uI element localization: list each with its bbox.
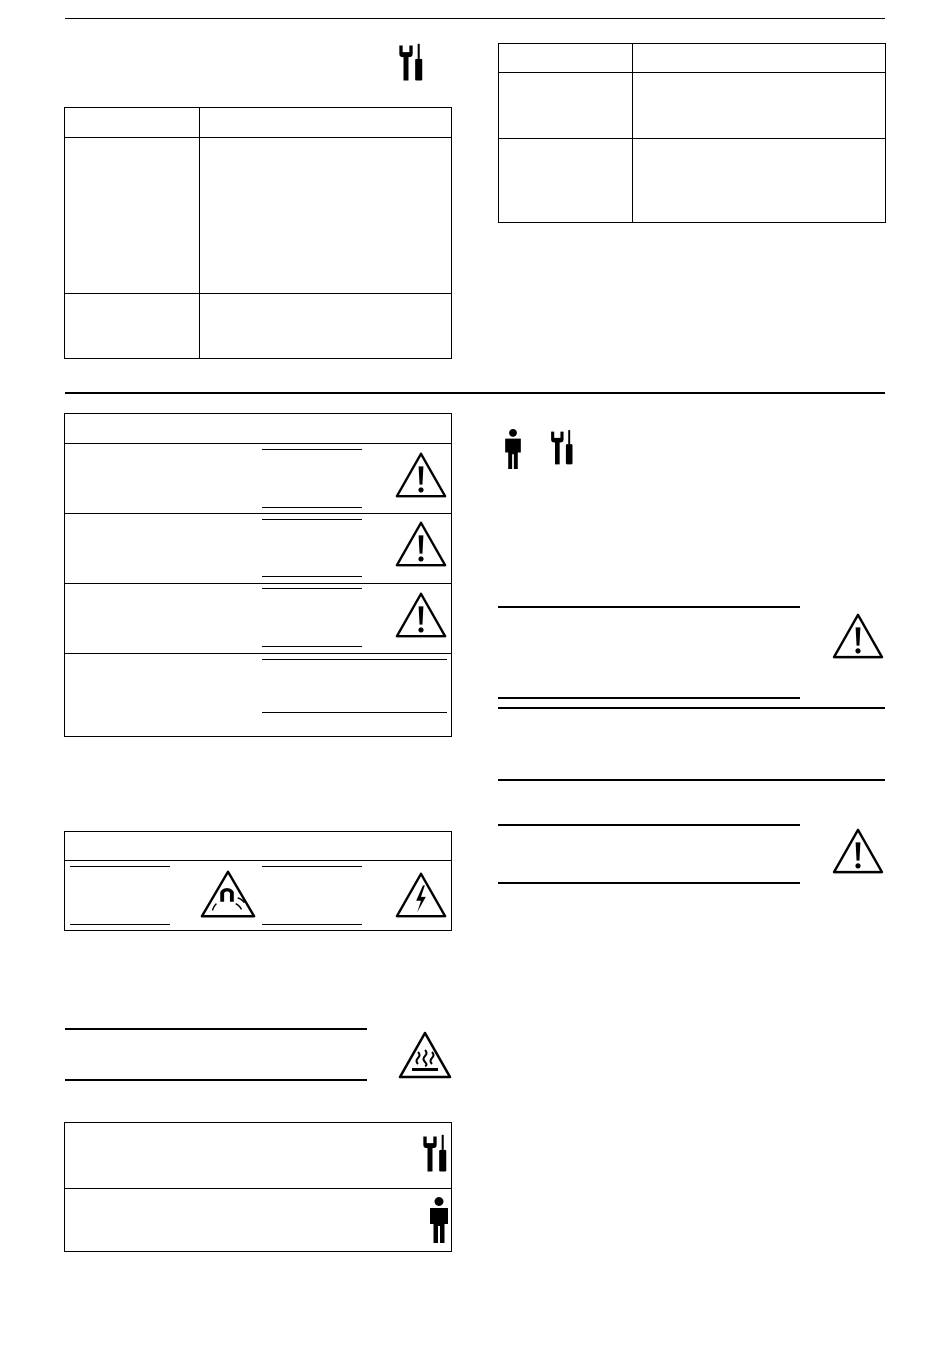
electric-shock-warning-icon [394,870,448,920]
note-rule [498,779,885,781]
warning-triangle-icon [394,519,448,569]
note-rule [498,824,800,826]
magnetic-field-warning-icon [199,868,257,920]
note-rule [498,707,885,709]
warning-triangle-icon [394,590,448,640]
wrench-screwdriver-icon [396,40,426,86]
hazard-table [64,831,452,931]
section-divider [65,392,885,394]
note-rule [498,882,800,884]
person-icon [429,1197,449,1243]
warning-triangle-icon [830,827,886,875]
maintenance-table [64,107,452,359]
warning-triangle-icon [394,450,448,500]
warning-triangle-icon [830,612,886,660]
hot-note-rule-bottom [65,1079,367,1081]
note-rule [498,606,800,608]
wrench-screwdriver-icon [548,428,576,468]
note-rule [498,697,800,699]
hot-note-rule-top [65,1028,367,1030]
header-rule [65,18,885,19]
right-table [498,43,886,223]
personnel-table [64,1122,452,1252]
person-icon [504,429,522,469]
warning-table [64,413,452,737]
wrench-screwdriver-icon [420,1131,450,1177]
hot-surface-warning-icon [397,1030,453,1080]
